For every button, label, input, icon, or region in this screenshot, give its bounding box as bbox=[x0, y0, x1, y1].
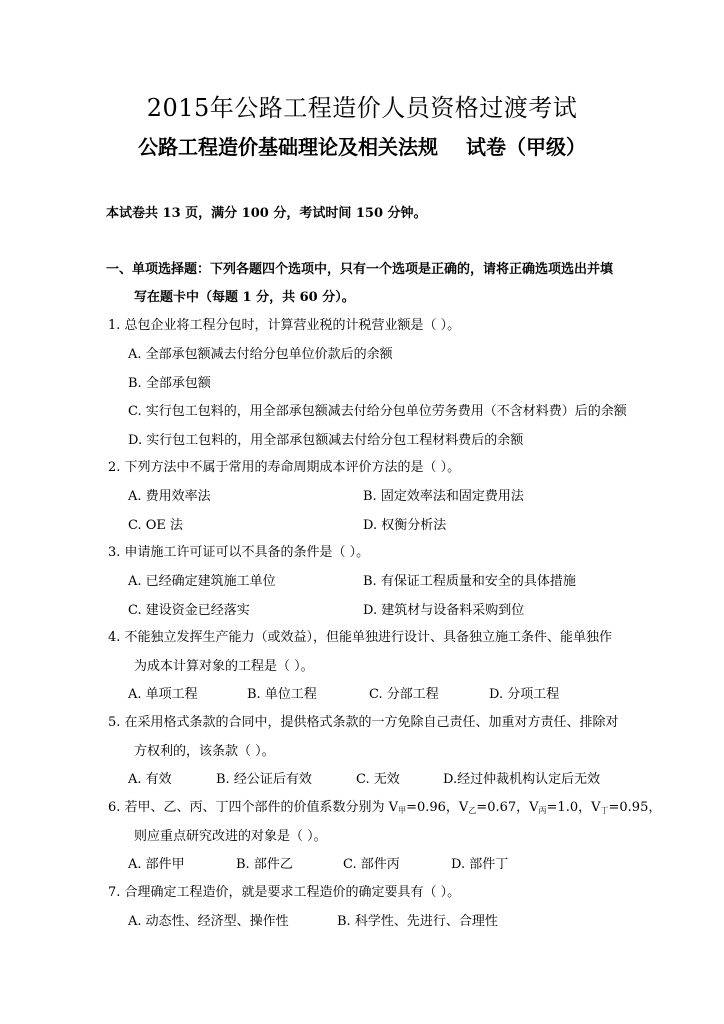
question-6-stem-cont: 则应重点研究改进的对象是（ ）。 bbox=[134, 829, 327, 844]
subscript-yi: 乙 bbox=[468, 806, 477, 815]
question-1-option-a: A. 全部承包额减去付给分包单位价款后的余额 bbox=[128, 347, 393, 362]
section-heading-cont: 写在题卡中（每题 1 分，共 60 分）。 bbox=[134, 290, 355, 305]
question-4-option-b: B. 单位工程 bbox=[247, 687, 317, 702]
question-1-option-b: B. 全部承包额 bbox=[128, 376, 211, 391]
section-heading: 一、单项选择题：下列各题四个选项中，只有一个选项是正确的，请将正确选项选出并填 bbox=[106, 262, 614, 277]
subscript-jia: 甲 bbox=[398, 806, 407, 815]
question-2-option-b: B. 固定效率法和固定费用法 bbox=[363, 489, 524, 504]
question-6-option-a: A. 部件甲 bbox=[128, 857, 185, 872]
question-4-option-a: A. 单项工程 bbox=[128, 687, 198, 702]
question-5-option-d: D.经过仲裁机构认定后无效 bbox=[443, 772, 601, 787]
question-2-option-d: D. 权衡分析法 bbox=[363, 518, 447, 533]
subscript-ding: 丁 bbox=[600, 806, 609, 815]
question-4-option-d: D. 分项工程 bbox=[489, 687, 560, 702]
question-4-stem-cont: 为成本计算对象的工程是（ ）。 bbox=[134, 659, 314, 674]
exam-title: 2015年公路工程造价人员资格过渡考试 bbox=[146, 94, 578, 122]
question-7-stem: 7. 合理确定工程造价，就是要求工程造价的确定要具有（ ）。 bbox=[108, 885, 461, 900]
paper-level: 试卷（甲级） bbox=[466, 135, 586, 159]
subject-name: 公路工程造价基础理论及相关法规 bbox=[138, 135, 438, 159]
question-5-option-b: B. 经公证后有效 bbox=[216, 772, 312, 787]
question-5-stem: 5. 在采用格式条款的合同中，提供格式条款的一方免除自己责任、加重对方责任、排除对 bbox=[108, 715, 619, 730]
question-2-option-c: C. OE 法 bbox=[128, 518, 184, 533]
question-5-stem-cont: 方权利的，该条款（ ）。 bbox=[134, 744, 275, 759]
question-3-option-c: C. 建设资金已经落实 bbox=[128, 603, 250, 618]
question-2-option-a: A. 费用效率法 bbox=[128, 489, 211, 504]
question-7-option-a: A. 动态性、经济型、操作性 bbox=[128, 914, 289, 929]
question-3-option-a: A. 已经确定建筑施工单位 bbox=[128, 574, 276, 589]
question-6-stem: 6. 若甲、乙、丙、丁四个部件的价值系数分别为 $V_甲=0.96$，$V_乙=0.67$，$V_丙=1.0$，$V_丁=0.95$， bbox=[108, 800, 662, 815]
exam-instructions: 本试卷共 13 页，满分 100 分，考试时间 150 分钟。 bbox=[106, 206, 427, 221]
question-1-stem: 1. 总包企业将工程分包时，计算营业税的计税营业额是（ ）。 bbox=[108, 318, 461, 333]
question-3-option-d: D. 建筑材与设备料采购到位 bbox=[363, 603, 525, 618]
question-1-option-d: D. 实行包工包料的，用全部承包额减去付给分包工程材料费后的余额 bbox=[128, 433, 524, 448]
question-3-option-b: B. 有保证工程质量和安全的具体措施 bbox=[363, 574, 576, 589]
question-5-option-a: A. 有效 bbox=[128, 772, 172, 787]
question-4-option-c: C. 分部工程 bbox=[369, 687, 439, 702]
subscript-bing: 丙 bbox=[538, 806, 547, 815]
question-7-option-b: B. 科学性、先进行、合理性 bbox=[337, 914, 498, 929]
question-6-option-c: C. 部件丙 bbox=[343, 857, 400, 872]
question-5-option-c: C. 无效 bbox=[356, 772, 400, 787]
question-2-stem: 2. 下列方法中不属于常用的寿命周期成本评价方法的是（ ）。 bbox=[108, 460, 461, 475]
question-3-stem: 3. 申请施工许可证可以不具备的条件是（ ）。 bbox=[108, 545, 370, 560]
question-6-option-b: B. 部件乙 bbox=[236, 857, 293, 872]
question-1-option-c: C. 实行包工包料的，用全部承包额减去付给分包单位劳务费用（不含材料费）后的余额 bbox=[128, 404, 627, 419]
exam-subtitle bbox=[0, 131, 724, 160]
question-6-option-d: D. 部件丁 bbox=[451, 857, 509, 872]
question-4-stem: 4. 不能独立发挥生产能力（或效益），但能单独进行设计、具备独立施工条件、能单独作 bbox=[108, 630, 613, 645]
